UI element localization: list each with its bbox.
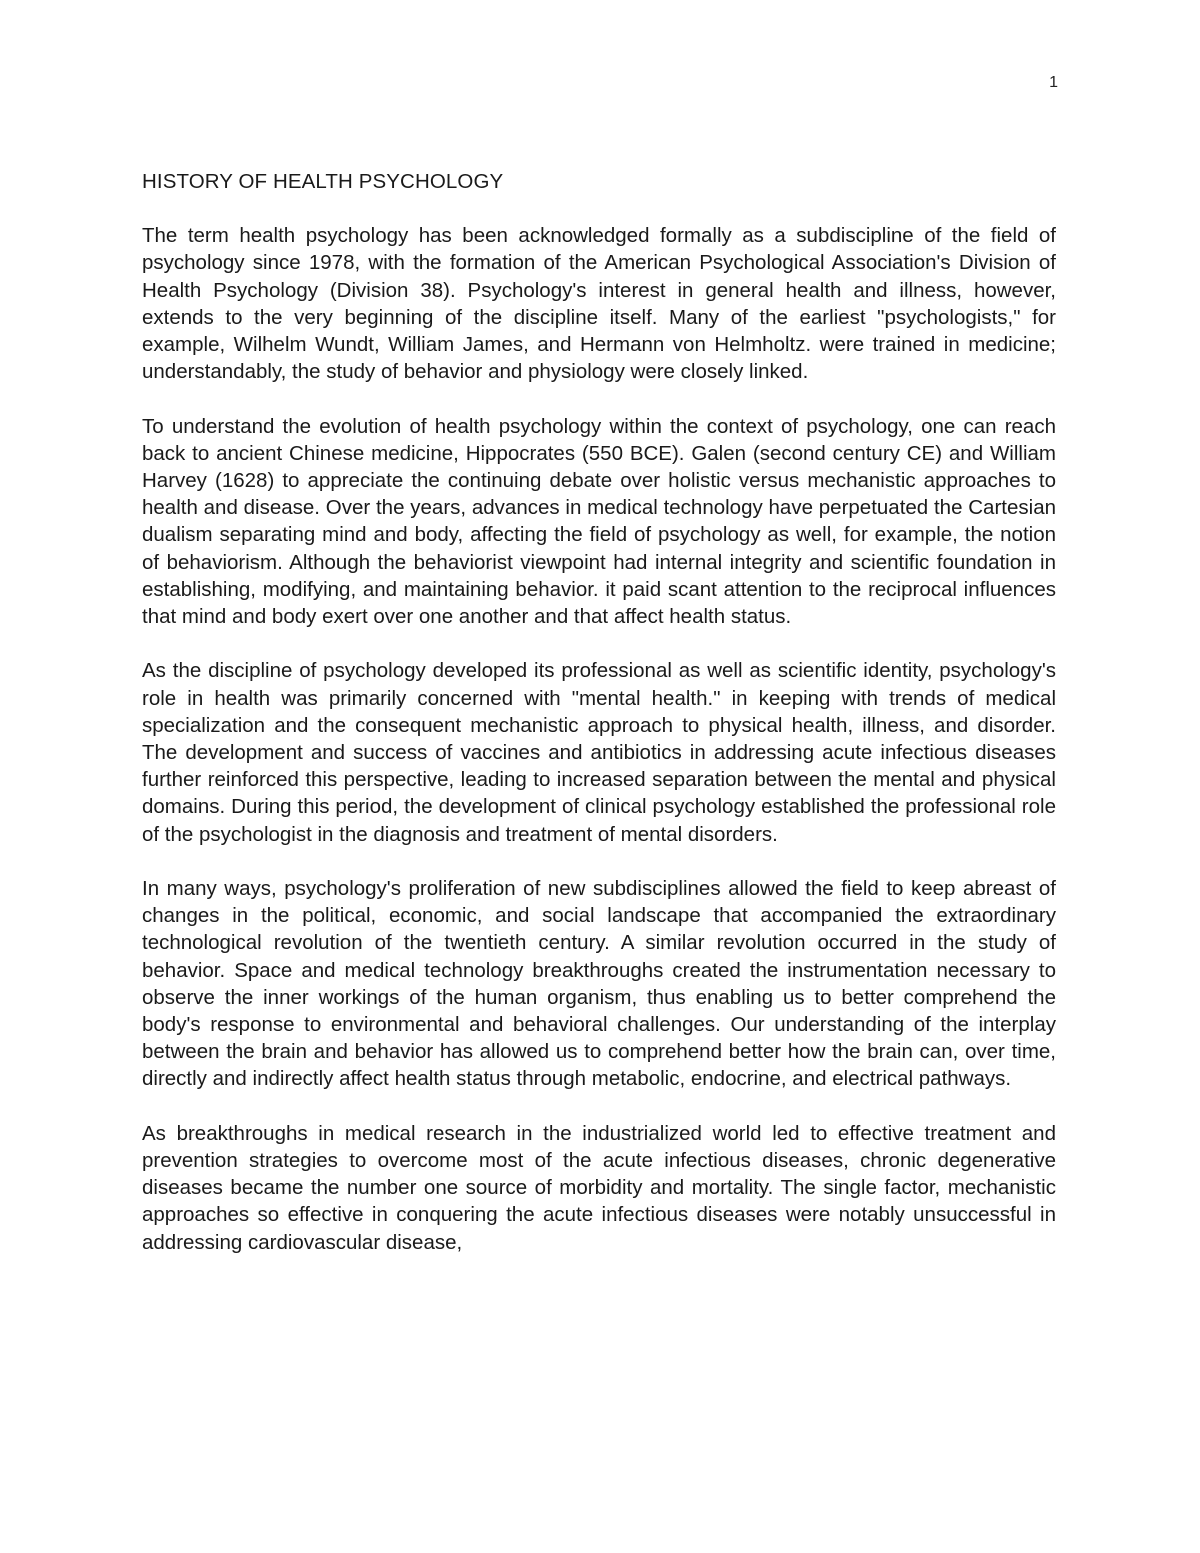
paragraph-5: As breakthroughs in medical research in the industrialized world led to effective treatment and prevention strategies to overcome most of the acute infectious diseases, chronic degenerative diseases became the number one source of morbidity and mortality. The single factor, mechanistic approaches so effective in conquering the acute infectious diseases were notably unsuccessful in addressing cardiovascular disease,: [142, 1121, 1056, 1254]
page-number: 1: [1049, 74, 1058, 91]
paragraph-4: In many ways, psychology's proliferation of new subdisciplines allowed the field to keep abreast of changes in the political, economic, and social landscape that accompanied the extraordinary technological revolution of the twentieth century. A similar revolution occurred in the study of behavior. Space and medical technology breakthroughs created the instrumentation necessary to observe the inner workings of the human organism, thus enabling us to better comprehend the body's response to environmental and behavioral challenges. Our understanding of the interplay between the brain and behavior has allowed us to comprehend better how the brain can, over time, directly and indirectly affect health status through metabolic, endocrine, and electrical pathways.: [142, 877, 1056, 1091]
document-body: [142, 168, 1056, 1283]
paragraph-1: The term health psychology has been acknowledged formally as a subdiscipline of the field of psychology since 1978, with the formation of the American Psychological Association's Division of Health Psychology (Division 38). Psychology's interest in general health and illness, however, extends to the very beginning of the discipline itself. Many of the earliest "psychologists," for example, Wilhelm Wundt, William James, and Hermann von Helmholtz. were trained in medicine; understandably, the study of behavior and physiology were closely linked.: [142, 224, 1056, 384]
document-title: HISTORY OF HEALTH PSYCHOLOGY: [142, 170, 504, 193]
paragraph-3: As the discipline of psychology developed its professional as well as scientific identity, psychology's role in health was primarily concerned with "mental health." in keeping with trends of medical specialization and the consequent mechanistic approach to physical health, illness, and disorder. The development and success of vaccines and antibiotics in addressing acute infectious diseases further reinforced this perspective, leading to increased separation between the mental and physical domains. During this period, the development of clinical psychology established the professional role of the psychologist in the diagnosis and treatment of mental disorders.: [142, 659, 1056, 846]
paragraph-2: To understand the evolution of health psychology within the context of psychology, one can reach back to ancient Chinese medicine, Hippocrates (550 BCE). Galen (second century CE) and William Harvey (1628) to appreciate the continuing debate over holistic versus mechanistic approaches to health and disease. Over the years, advances in medical technology have perpetuated the Cartesian dualism separating mind and body, affecting the field of psychology as well, for example, the notion of behaviorism. Although the behaviorist viewpoint had internal integrity and scientific foundation in establishing, modifying, and maintaining behavior. it paid scant attention to the reciprocal influences that mind and body exert over one another and that affect health status.: [142, 414, 1056, 629]
